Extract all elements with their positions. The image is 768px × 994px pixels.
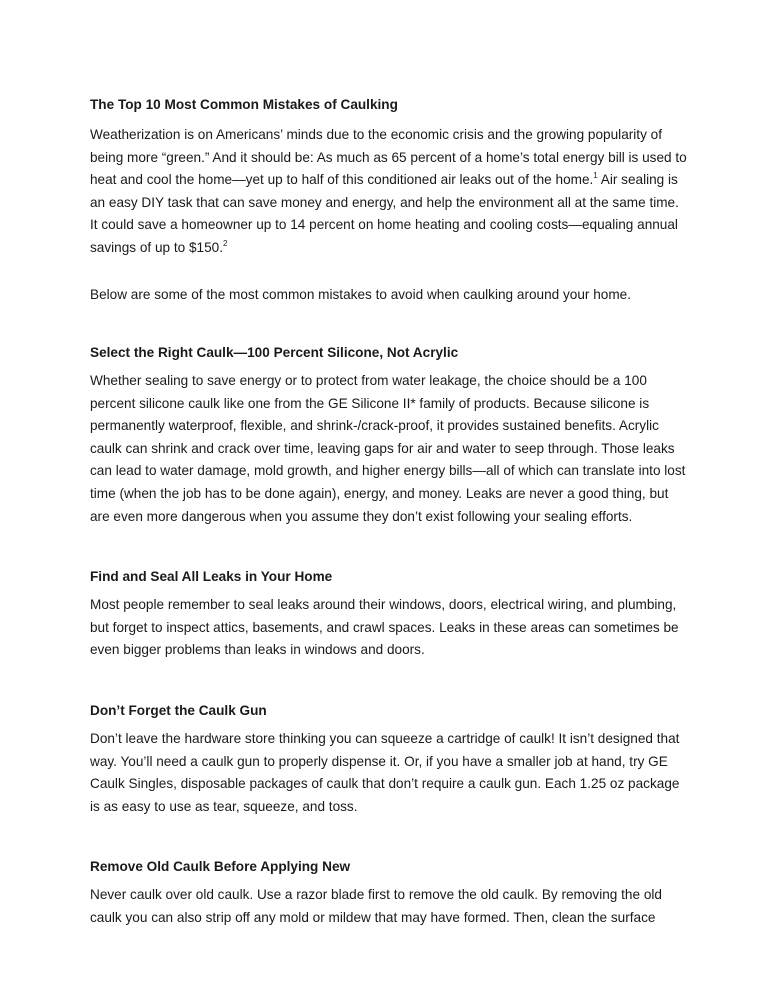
section-body-right-caulk: Whether sealing to save energy or to protect from water leakage, the choice should be a 100 percent silicone caulk like one from the GE Silicone II* family of products. Because silicone is permanently waterproof, flexible, and shrink-/crack-proof, it provides sustained benefits. Acrylic caulk can shrink and crack over time, leaving gaps for air and water to seep through. Those leaks can lead to water damage, mold growth, and higher energy bills—all of which can translate into lost time (when the job has to be done again), energy, and money. Leaks are never a good thing, but are even more dangerous when you assume they don’t exist following your sealing efforts. [90, 373, 686, 524]
section-body-remove-old-caulk: Never caulk over old caulk. Use a razor blade first to remove the old caulk. By removing the old caulk you can also strip off any mold or mildew that may have formed. Then, clean the surface [90, 887, 662, 925]
footnote-ref-1: 1 [593, 171, 598, 181]
section-heading-caulk-gun: Don’t Forget the Caulk Gun [90, 703, 267, 718]
section-heading-seal-leaks: Find and Seal All Leaks in Your Home [90, 569, 333, 584]
section-heading-remove-old-caulk: Remove Old Caulk Before Applying New [90, 859, 351, 874]
section-body-seal-leaks: Most people remember to seal leaks around their windows, doors, electrical wiring, and plumbing, but forget to inspect attics, basements, and crawl spaces. Leaks in these areas can sometimes be even bigger problems than leaks in windows and doors. [90, 597, 679, 658]
document-title: The Top 10 Most Common Mistakes of Caulking [90, 97, 398, 112]
intro-paragraph-2: Below are some of the most common mistakes to avoid when caulking around your home. [90, 287, 631, 302]
footnote-ref-2: 2 [223, 238, 228, 248]
section-heading-right-caulk: Select the Right Caulk—100 Percent Silicone, Not Acrylic [90, 345, 459, 360]
intro-text-part-1: Weatherization is on Americans’ minds due to the economic crisis and the growing popularity of being more “green.” And it should be: As much as 65 percent of a home’s total energy bill is used to heat and cool the home—yet up to half of this conditioned air leaks out of the home. [90, 127, 687, 188]
intro-text-part-2: Air sealing is an easy DIY task that can save money and energy, and help the environment all at the same time. It could save a homeowner up to 14 percent on home heating and cooling costs—equaling annual savings of up to $150. [90, 172, 679, 255]
section-body-caulk-gun: Don’t leave the hardware store thinking you can squeeze a cartridge of caulk! It isn’t designed that way. You’ll need a caulk gun to properly dispense it. Or, if you have a smaller job at hand, try GE Caulk Singles, disposable packages of caulk that don’t require a caulk gun. Each 1.25 oz package is as easy to use as tear, squeeze, and toss. [90, 731, 680, 814]
intro-paragraph [90, 124, 690, 260]
